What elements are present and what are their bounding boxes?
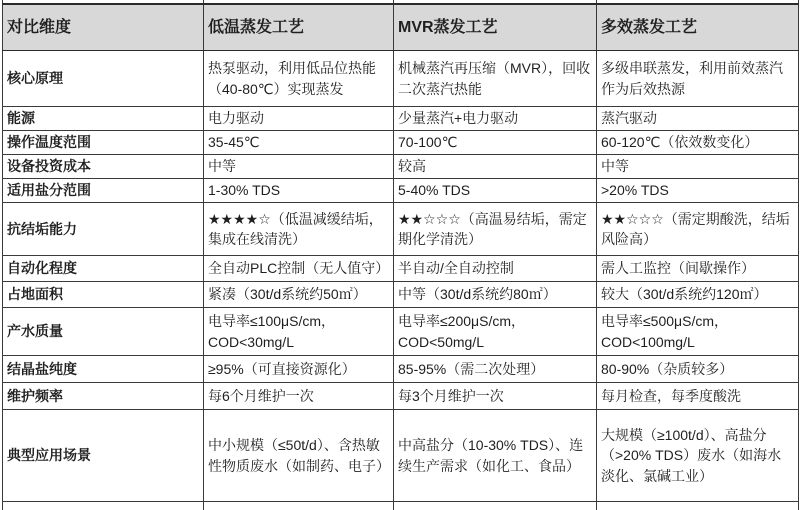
table-cell: 电导率≤100μS/cm，COD<30mg/L bbox=[204, 308, 394, 356]
cropped-cell bbox=[597, 502, 799, 510]
table-cell: 35-45℃ bbox=[204, 131, 394, 155]
table-cell: 需人工监控（间歇操作） bbox=[597, 256, 799, 282]
table-row bbox=[3, 282, 799, 308]
table-row bbox=[3, 131, 799, 155]
table-cell: 机械蒸汽再压缩（MVR），回收二次蒸汽热能 bbox=[394, 51, 597, 107]
table-cell: 较高 bbox=[394, 155, 597, 179]
table-cell: >20% TDS bbox=[597, 179, 799, 203]
row-label: 能源 bbox=[3, 107, 204, 131]
table-row bbox=[3, 51, 799, 107]
table-cell: 每月检查，每季度酸洗 bbox=[597, 383, 799, 410]
row-label: 适用盐分范围 bbox=[3, 179, 204, 203]
table-cell: 5-40% TDS bbox=[394, 179, 597, 203]
table-cell: 每6个月维护一次 bbox=[204, 383, 394, 410]
row-label: 核心原理 bbox=[3, 51, 204, 107]
table-row bbox=[3, 308, 799, 356]
header-cell-mvr: MVR蒸发工艺 bbox=[394, 4, 597, 51]
table-cell: 热泵驱动，利用低品位热能（40-80℃）实现蒸发 bbox=[204, 51, 394, 107]
table-cell: ★★★★☆（低温减缓结垢，集成在线清洗） bbox=[204, 203, 394, 256]
table-row bbox=[3, 203, 799, 256]
table-cell: 大规模（≥100t/d）、高盐分（>20% TDS）废水（如海水淡化、氯碱工业） bbox=[597, 410, 799, 502]
table-row bbox=[3, 410, 799, 502]
table-row bbox=[3, 356, 799, 383]
row-label: 自动化程度 bbox=[3, 256, 204, 282]
table-cell: 电导率≤200μS/cm，COD<50mg/L bbox=[394, 308, 597, 356]
row-label: 维护频率 bbox=[3, 383, 204, 410]
table-cell: 中小规模（≤50t/d）、含热敏性物质废水（如制药、电子） bbox=[204, 410, 394, 502]
cropped-cell bbox=[204, 502, 394, 510]
table-row bbox=[3, 256, 799, 282]
table-cell: 85-95%（需二次处理） bbox=[394, 356, 597, 383]
table-body bbox=[3, 51, 799, 510]
table-cell: 电力驱动 bbox=[204, 107, 394, 131]
evaporation-comparison-table bbox=[2, 0, 799, 510]
table-cell: 70-100℃ bbox=[394, 131, 597, 155]
row-label: 操作温度范围 bbox=[3, 131, 204, 155]
table-cell: 1-30% TDS bbox=[204, 179, 394, 203]
row-label: 典型应用场景 bbox=[3, 410, 204, 502]
table-row bbox=[3, 155, 799, 179]
cropped-cell bbox=[394, 502, 597, 510]
table-cell: ★★☆☆☆（高温易结垢，需定期化学清洗） bbox=[394, 203, 597, 256]
table-row bbox=[3, 179, 799, 203]
cropped-row-bottom bbox=[3, 502, 799, 510]
header-cell-dimension: 对比维度 bbox=[3, 4, 204, 51]
header-cell-multi-effect: 多效蒸发工艺 bbox=[597, 4, 799, 51]
table-cell: 中高盐分（10-30% TDS）、连续生产需求（如化工、食品） bbox=[394, 410, 597, 502]
table-cell: 较大（30t/d系统约120㎡） bbox=[597, 282, 799, 308]
table-row bbox=[3, 107, 799, 131]
table-row bbox=[3, 383, 799, 410]
table-cell: 中等 bbox=[204, 155, 394, 179]
table-cell: 少量蒸汽+电力驱动 bbox=[394, 107, 597, 131]
row-label: 抗结垢能力 bbox=[3, 203, 204, 256]
table-cell: 电导率≤500μS/cm，COD<100mg/L bbox=[597, 308, 799, 356]
header-cell-low-temp: 低温蒸发工艺 bbox=[204, 4, 394, 51]
row-label: 产水质量 bbox=[3, 308, 204, 356]
row-label: 设备投资成本 bbox=[3, 155, 204, 179]
table-cell: ≥95%（可直接资源化） bbox=[204, 356, 394, 383]
table-cell: 中等 bbox=[597, 155, 799, 179]
table-cell: ★★☆☆☆（需定期酸洗，结垢风险高） bbox=[597, 203, 799, 256]
table-cell: 每3个月维护一次 bbox=[394, 383, 597, 410]
table-cell: 半自动/全自动控制 bbox=[394, 256, 597, 282]
row-label: 占地面积 bbox=[3, 282, 204, 308]
table-cell: 多级串联蒸发，利用前效蒸汽作为后效热源 bbox=[597, 51, 799, 107]
table-head bbox=[3, 0, 799, 51]
row-label: 结晶盐纯度 bbox=[3, 356, 204, 383]
header-row bbox=[3, 4, 799, 51]
table-cell: 蒸汽驱动 bbox=[597, 107, 799, 131]
table-cell: 60-120℃（依效数变化） bbox=[597, 131, 799, 155]
table-cell: 紧凑（30t/d系统约50㎡） bbox=[204, 282, 394, 308]
table-cell: 中等（30t/d系统约80㎡） bbox=[394, 282, 597, 308]
cropped-cell bbox=[3, 502, 204, 510]
table-cell: 80-90%（杂质较多） bbox=[597, 356, 799, 383]
table-cell: 全自动PLC控制（无人值守） bbox=[204, 256, 394, 282]
